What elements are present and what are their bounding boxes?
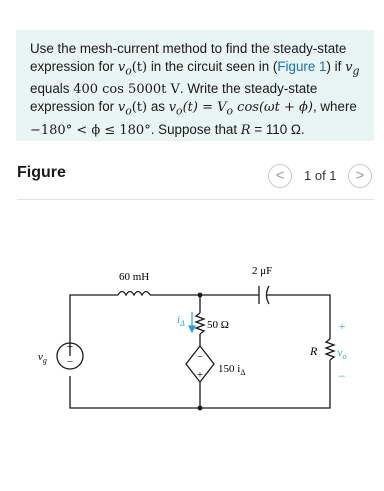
circuit-diagram [0, 240, 384, 430]
problem-intro: Use the mesh-current method to find the steady-state expression for [30, 41, 347, 74]
figure-header [17, 160, 374, 192]
phase-range: −180° < ϕ ≤ 180° [30, 122, 151, 138]
problem-statement: Use the mesh-current method to find the steady-state expression for $v_o(t)$ in the circuit seen in (Figure 1) if $v_g$ equals 400 cos 5000t V. Write the steady-state expression for $v_o(t)$ as $v_o(t) = V_o$ cos(ωt + ϕ), where −180° < ϕ ≤ 180°. Suppose that R = 110 Ω. [16, 30, 374, 141]
figure-link[interactable]: Figure 1 [277, 58, 327, 74]
source-minus-sign: − [66, 356, 74, 368]
output-form: $v_o(t) = V_o$ cos(ωt + ϕ) [168, 100, 313, 118]
source-expression: 400 cos 5000t V [73, 81, 180, 97]
source-plus-sign: + [66, 341, 74, 353]
current-arrow [189, 312, 195, 332]
inductor-label: 60 mH [119, 271, 150, 283]
page-indicator: 1 of 1 [304, 168, 337, 183]
divider [17, 199, 374, 200]
vo-plus-sign: + [338, 319, 346, 333]
capacitor-label: 2 μF [252, 265, 273, 277]
vo-minus-sign: − [338, 369, 346, 383]
next-figure-button[interactable] [348, 164, 372, 188]
dep-source-label: 150 $i_\Delta$ [218, 363, 246, 377]
resistor-50-label: 50 Ω [207, 319, 229, 331]
vo-symbol: $v_o$ [117, 59, 132, 78]
r-value: = 110 Ω. [250, 121, 305, 137]
r-label: R [310, 344, 318, 358]
resistor-50 [196, 313, 204, 334]
dep-minus-sign: − [196, 351, 204, 363]
figure-title: Figure [17, 164, 66, 181]
vg-label: $v_g$ [38, 351, 47, 365]
top-right-wire [266, 295, 330, 339]
node-top [198, 293, 203, 298]
dep-plus-sign: + [196, 369, 204, 381]
node-bottom [198, 406, 203, 411]
current-label: $i_\Delta$ [177, 314, 185, 328]
vg-symbol: $v_g$ [345, 59, 360, 78]
vo-label: $v_o$ [337, 347, 347, 361]
top-left-wire [70, 295, 118, 356]
resistor-R [326, 339, 334, 360]
previous-figure-button[interactable] [268, 164, 292, 188]
chevron-left-icon: < [275, 167, 285, 184]
chevron-right-icon: > [355, 167, 365, 184]
inductor [118, 292, 150, 296]
